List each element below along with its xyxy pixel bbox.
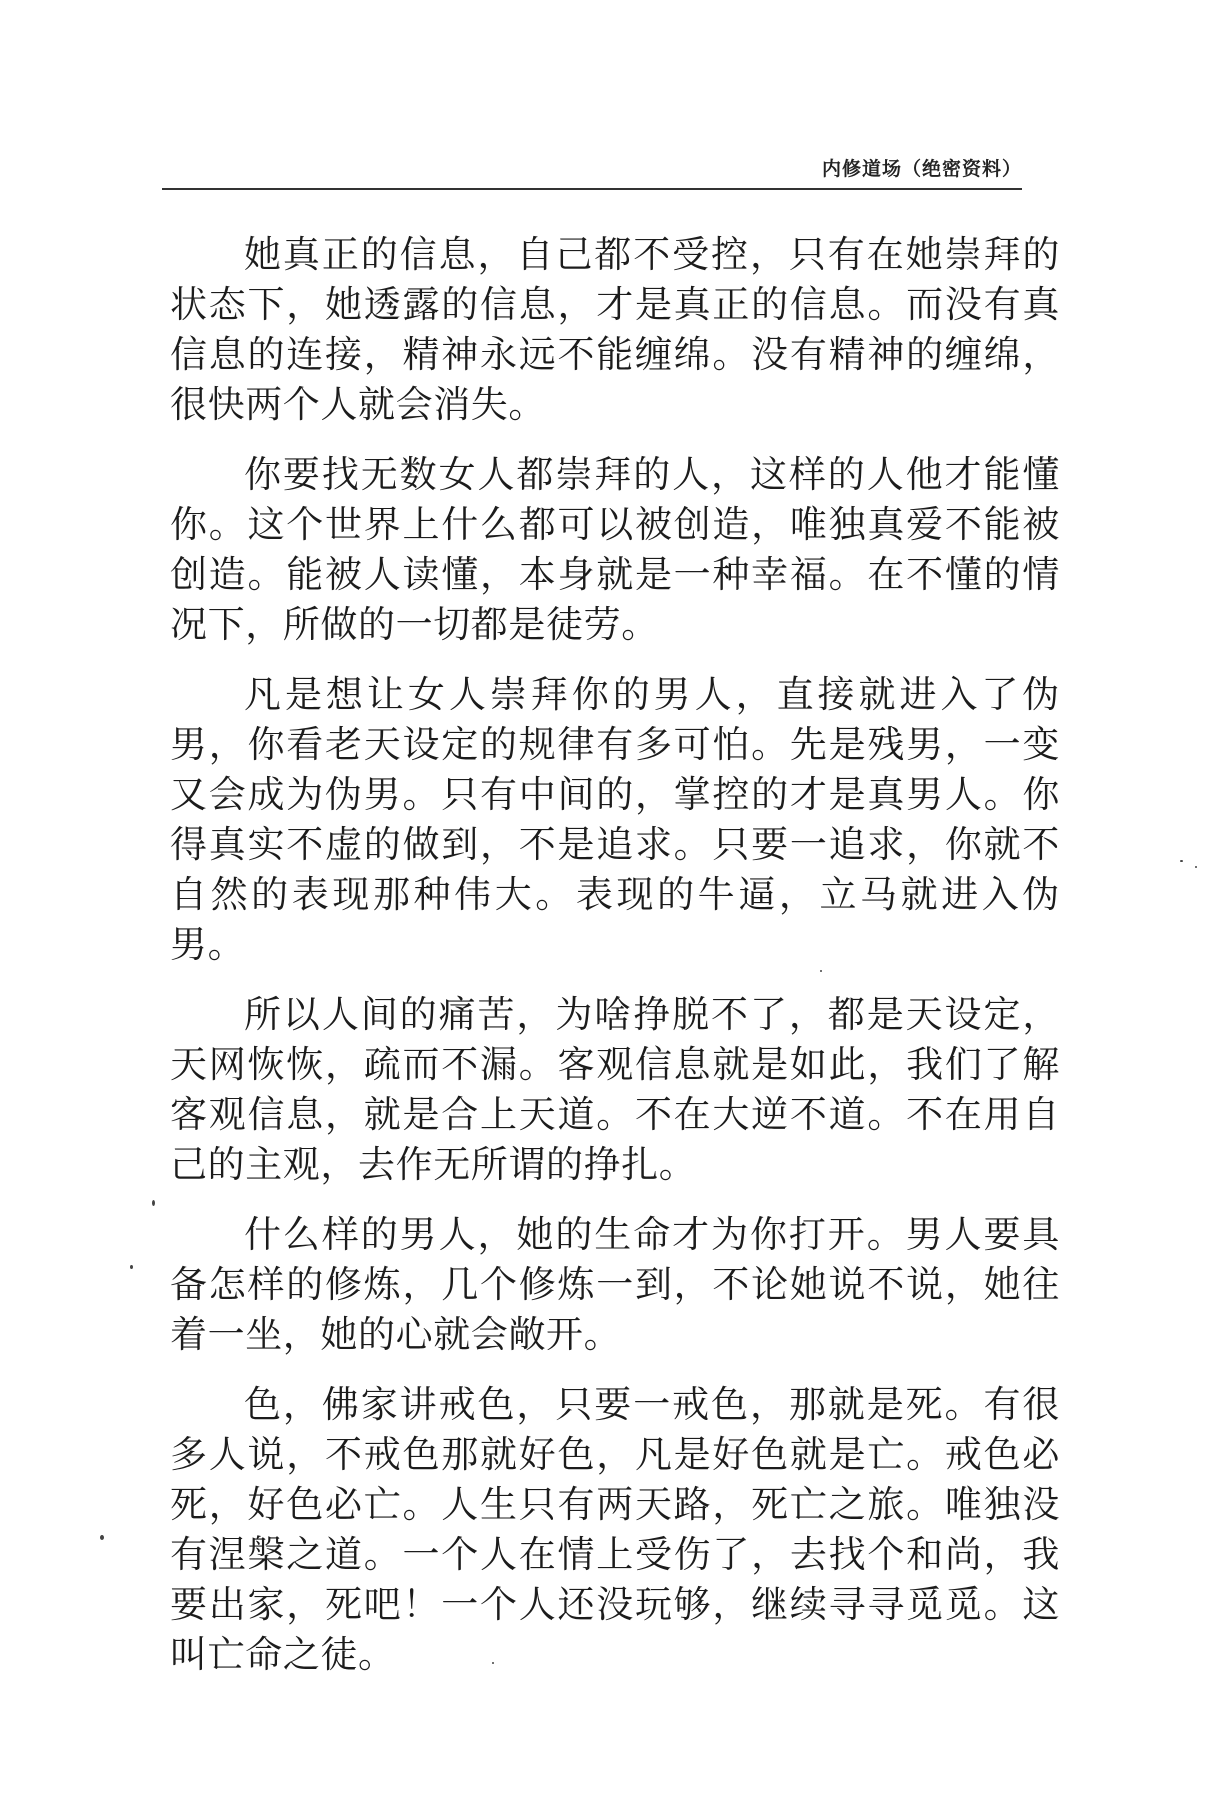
scan-speck: [820, 970, 822, 972]
header-title: 内修道场（绝密资料）: [821, 158, 1022, 180]
paragraph-5: 什么样的男人，她的生命才为你打开。男人要具备怎样的修炼，几个修炼一到，不论她说不说，她往着一坐，她的心就会敞开。: [170, 1213, 1060, 1356]
scan-speck: [492, 1662, 494, 1664]
paragraph-3: 凡是想让女人崇拜你的男人，直接就进入了伪男，你看老天设定的规律有多可怕。先是残男，一变又会成为伪男。只有中间的，掌控的才是真男人。你得真实不虚的做到，不是追求。只要一追求，你就不自然的表现那种伟大。表现的牛逼，立马就进入伪男。: [170, 673, 1060, 966]
paragraph-4: 所以人间的痛苦，为啥挣脱不了，都是天设定，天网恢恢，疏而不漏。客观信息就是如此，我们了解客观信息，就是合上天道。不在大逆不道。不在用自己的主观，去作无所谓的挣扎。: [170, 993, 1060, 1186]
paragraph-2: 你要找无数女人都崇拜的人，这样的人他才能懂你。这个世界上什么都可以被创造，唯独真爱不能被创造。能被人读懂，本身就是一种幸福。在不懂的情况下，所做的一切都是徒劳。: [170, 453, 1060, 646]
header-rule: [162, 188, 1022, 190]
scan-speck: [1180, 860, 1183, 862]
scan-speck: [152, 1200, 155, 1206]
paragraph-6: 色，佛家讲戒色，只要一戒色，那就是死。有很多人说，不戒色那就好色，凡是好色就是亡。戒色必死，好色必亡。人生只有两天路，死亡之旅。唯独没有涅槃之道。一个人在情上受伤了，去找个和尚，我要出家，死吧！一个人还没玩够，继续寻寻觅觅。这叫亡命之徒。: [170, 1383, 1060, 1676]
scan-speck: [1195, 866, 1197, 868]
running-header: [162, 150, 1022, 186]
scan-speck: [100, 1535, 104, 1540]
scan-speck: [130, 1265, 133, 1269]
paragraph-1: 她真正的信息，自己都不受控，只有在她崇拜的状态下，她透露的信息，才是真正的信息。而没有真信息的连接，精神永远不能缠绵。没有精神的缠绵，很快两个人就会消失。: [170, 233, 1060, 426]
body-text: [170, 230, 1060, 1700]
